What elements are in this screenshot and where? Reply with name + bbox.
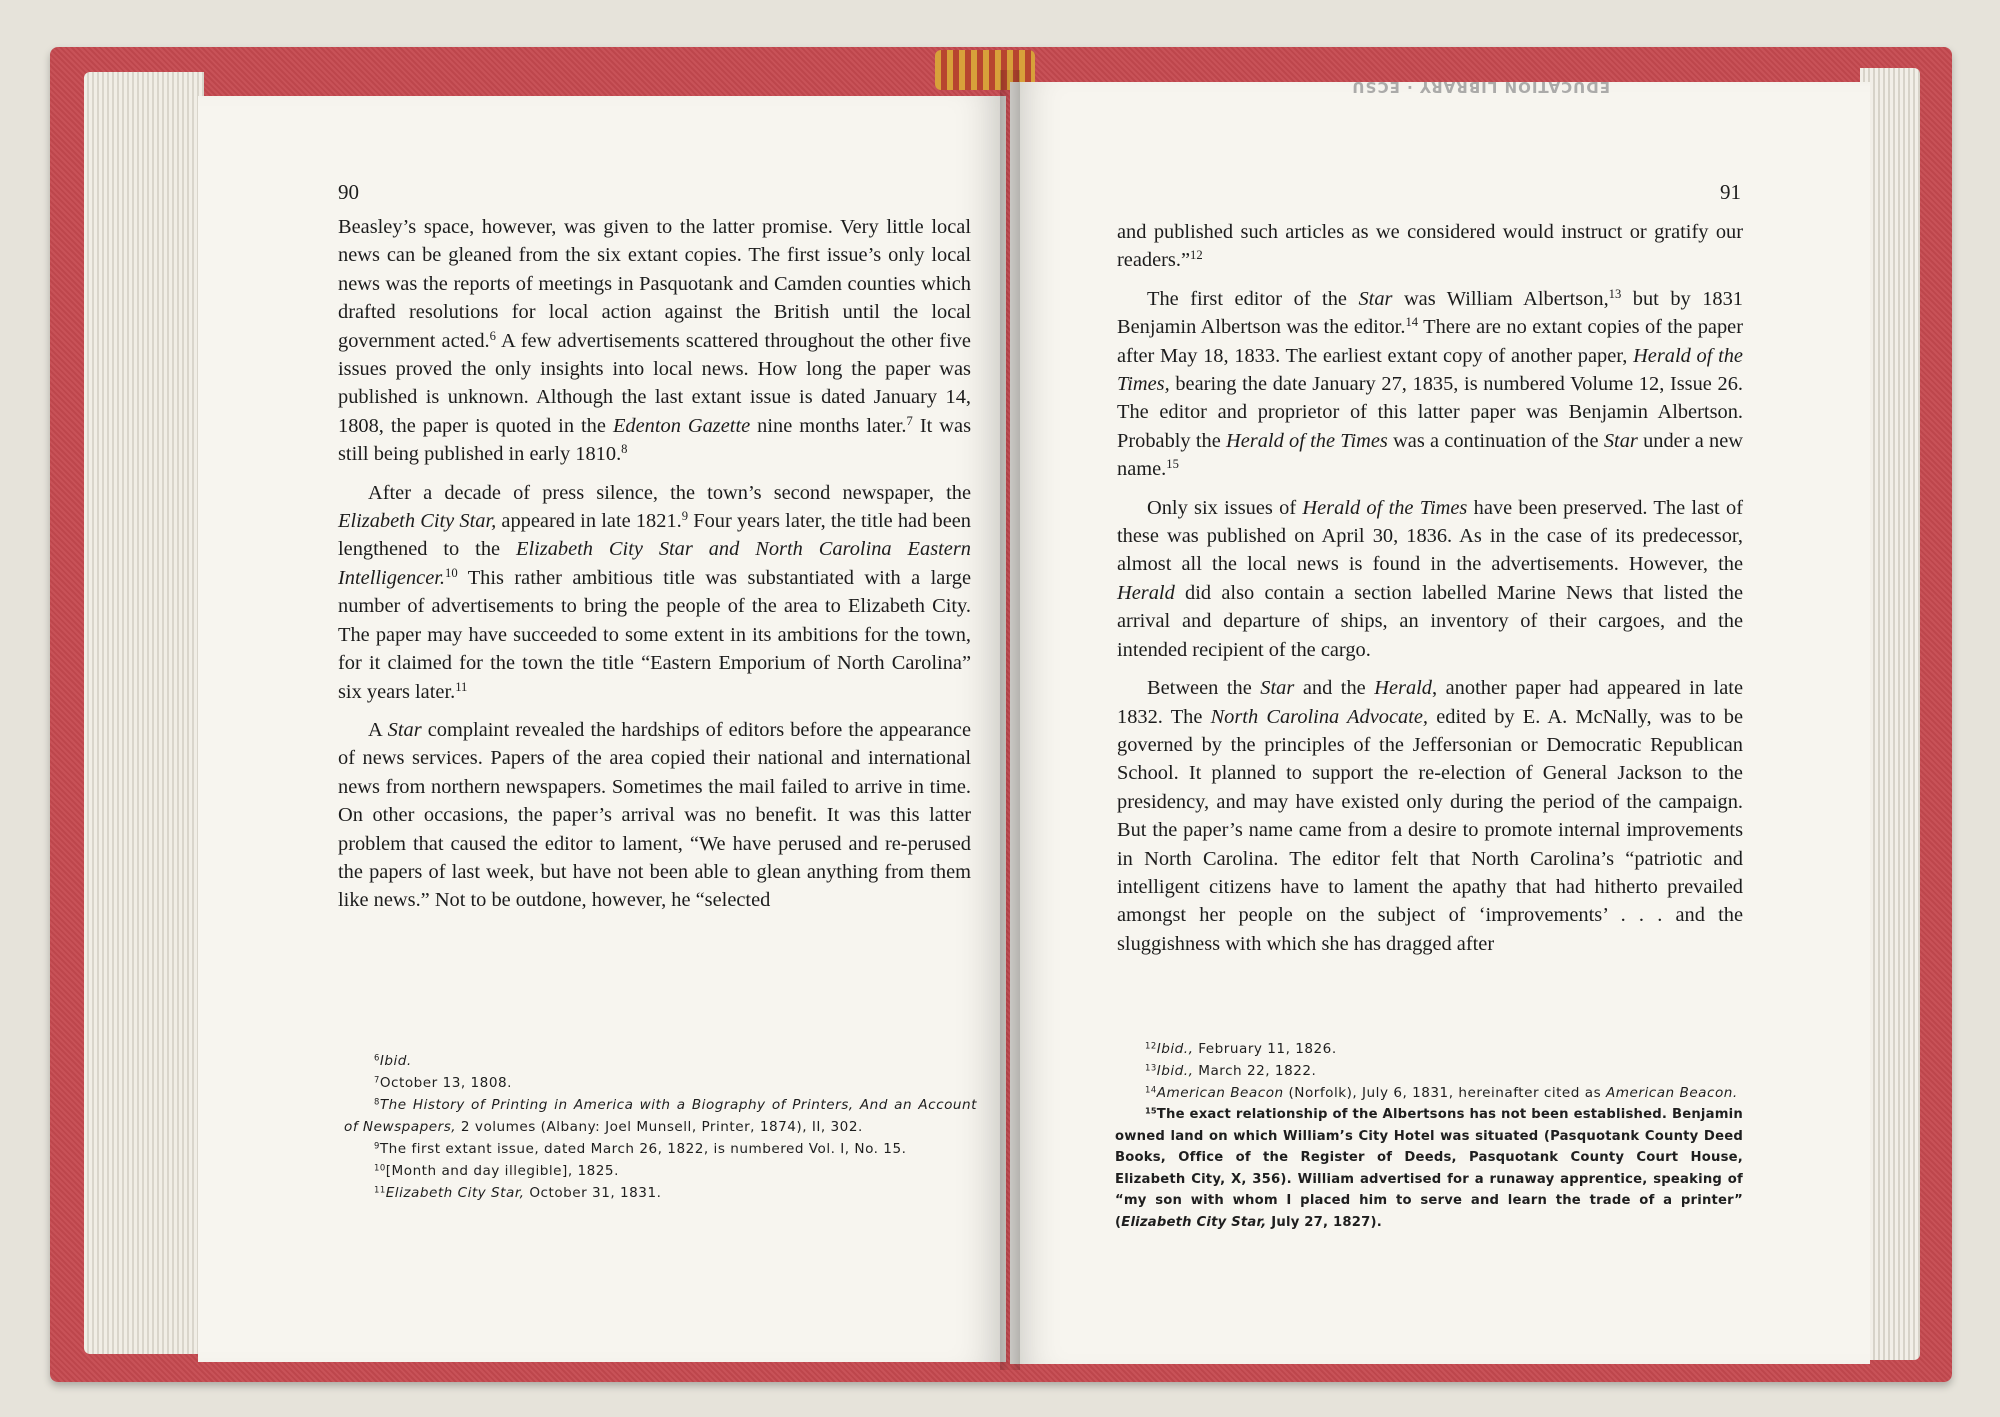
paragraph: Only six issues of Herald of the Times have been preserved. The last of these was published on April 30, 1836. As in the case of its predecessor, almost all the local news is found in the advertisements. However, the Herald did also contain a section labelled Marine News that listed the arrival and departure of ships, an inventory of their cargoes, and the intended recipient of the cargo. xyxy=(1117,496,1743,661)
footnote: $^{15}$The exact relationship of the Albertsons has not been established. Benjamin owned land on which William’s City Hotel was situated (Pasquotank County Deed Books, Office of the Register of Deeds, Pasquotank County Court House, Elizabeth City, X, 356). William advertised for a runaway apprentice, speaking of “my son with whom I placed him to serve and learn the trade of a printer” (Elizabeth City Star, July 27, 1827). xyxy=(1115,1105,1743,1230)
footnote: $^{13}$Ibid., March 22, 1822. xyxy=(1145,1062,1317,1079)
footnote-ref: 13 xyxy=(1608,286,1622,301)
footnote-ref: 12 xyxy=(1190,248,1203,263)
footnote-ref: 14 xyxy=(1405,315,1419,330)
page-edges-left xyxy=(84,72,204,1354)
footnote: $^7$October 13, 1808. xyxy=(374,1074,512,1091)
paragraph: After a decade of press silence, the town’s second newspaper, the Elizabeth City Star, appeared in late 1821.$^9$ Four years later, the title had been lengthened to the Elizabeth City Star and North Carolina Eastern Intelligencer.$^{10}$ This rather ambitious title was substantiated with a large number of advertisements to bring the people of the area to Elizabeth City. The paper may have succeeded to some extent in its ambitions for the town, for it claimed for the town the title “Eastern Emporium of North Carolina” six years later.$^{11}$ xyxy=(338,481,971,703)
footnote: $^{11}$Elizabeth City Star, October 31, 1831. xyxy=(374,1184,662,1201)
footnote: $^{10}$[Month and day illegible], 1825. xyxy=(374,1162,619,1179)
paragraph: The first editor of the Star was William Albertson,$^{13}$ but by 1831 Benjamin Albertson was the editor.$^{14}$ There are no extant copies of the paper after May 18, 1833. The earliest extant copy of another paper, Herald of the Times, bearing the date January 27, 1835, is numbered Volume 12, Issue 26. The editor and proprietor of this latter paper was Benjamin Albertson. Probably the Herald of the Times was a continuation of the Star under a new name.$^{15}$ xyxy=(1117,286,1744,481)
footnote-ref: 6 xyxy=(489,328,496,343)
footnote-ref: 8 xyxy=(621,442,628,457)
right-page-body xyxy=(1117,218,1743,968)
footnote: $^6$Ibid. xyxy=(374,1052,412,1069)
footnote-ref: 9 xyxy=(681,509,689,524)
footnote: $^9$The first extant issue, dated March 26, 1822, is numbered Vol. I, No. 15. xyxy=(374,1140,907,1157)
book-gutter xyxy=(1000,70,1020,1370)
left-footnotes xyxy=(344,1050,977,1204)
left-page-body xyxy=(338,213,971,925)
footnote-ref: 11 xyxy=(455,679,468,694)
right-footnotes xyxy=(1115,1038,1743,1233)
footnote-ref: 7 xyxy=(906,413,913,428)
paragraph: and published such articles as we considered would instruct or gratify our readers.”$^{12}$ xyxy=(1117,221,1743,272)
footnote: $^{14}$American Beacon (Norfolk), July 6, 1831, hereinafter cited as American Beacon. xyxy=(1145,1084,1738,1101)
footnote-ref: 15 xyxy=(1166,457,1179,472)
paragraph: Beasley’s space, however, was given to the latter promise. Very little local news can be gleaned from the six extant copies. The first issue’s only local news was the reports of meetings in Pasquotank and Camden counties which drafted resolutions for local action against the British until the local government acted.$^6$ A few advertisements scattered throughout the other five issues proved the only insights into local news. How long the paper was published is unknown. Although the last extant issue is dated January 14, 1808, the paper is quoted in the Edenton Gazette nine months later.$^7$ It was still being published in early 1810.$^8$ xyxy=(338,216,972,466)
footnote: $^8$The History of Printing in America with a Biography of Printers, And an Account of Newspapers, 2 volumes (Albany: Joel Munsell, Printer, 1874), II, 302. xyxy=(344,1096,977,1135)
paragraph: Between the Star and the Herald, another paper had appeared in late 1832. The North Carolina Advocate, edited by E. A. McNally, was to be governed by the principles of the Jeffersonian or Democratic Republican School. It planned to support the re-election of General Jackson to the presidency, and may have existed only during the period of the campaign. But the paper’s name came from a desire to promote internal improvements in North Carolina. The editor felt that North Carolina’s “patriotic and intelligent citizens have to lament the apathy that had hitherto prevailed amongst her people on the subject of ‘improvements’ . . . and the sluggishness with which she has dragged after xyxy=(1117,677,1743,955)
spine-stamp: EDUCATION LIBRARY · ECSU xyxy=(1351,78,1610,96)
footnote-ref: 10 xyxy=(445,565,458,580)
paragraph: A Star complaint revealed the hardships of editors before the appearance of news services. Papers of the area copied their national and international news from northern newspapers. Sometimes the mail failed to arrive in time. On other occasions, the paper’s arrival was no benefit. It was this latter problem that caused the editor to lament, “We have perused and re-perused the papers of last week, but have not been able to glean anything from them like news.” Not to be outdone, however, he “selected xyxy=(338,718,972,912)
footnote: $^{12}$Ibid., February 11, 1826. xyxy=(1145,1040,1337,1057)
page-number-right: 91 xyxy=(1720,180,1741,204)
page-number-left: 90 xyxy=(338,180,359,204)
